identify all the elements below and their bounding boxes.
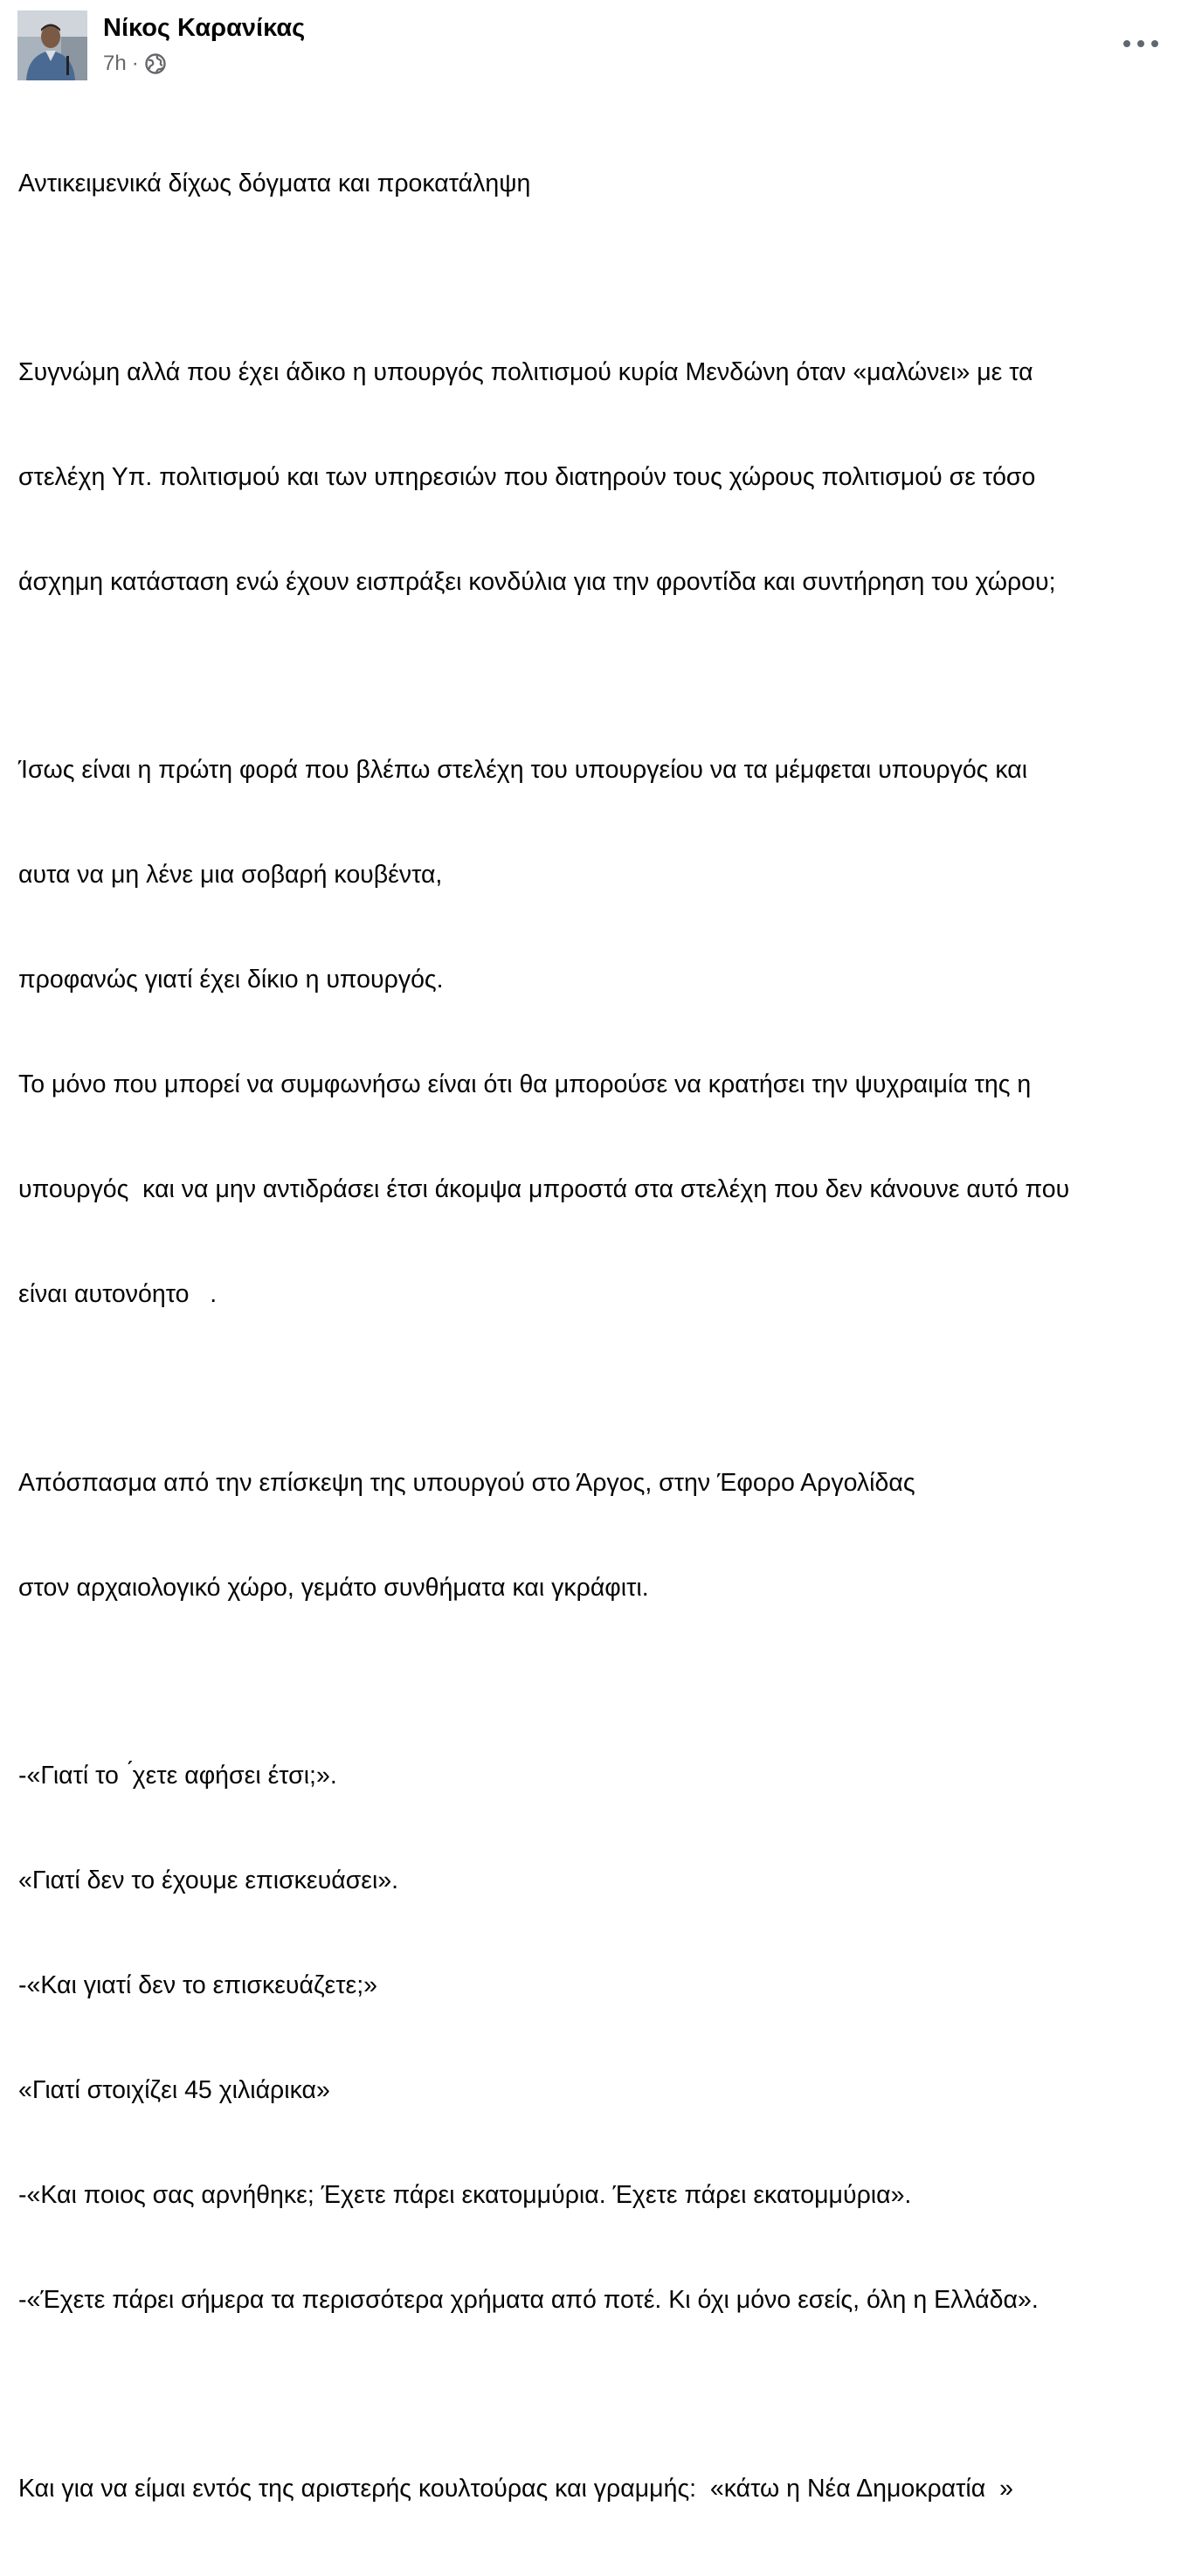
- post-text: [18, 96, 1176, 2576]
- post-line: προφανώς γιατί έχει δίκιο η υπουργός.: [18, 966, 444, 994]
- avatar[interactable]: [17, 10, 87, 80]
- post-paragraph: [18, 96, 1176, 271]
- post-line: στελέχη Υπ. πολιτισμού και των υπηρεσιών που διατηρούν τους χώρους πολιτισμού σε τόσο: [18, 462, 1036, 491]
- post-line: αυτα να μη λένε μια σοβαρή κουβέντα,: [18, 861, 443, 889]
- post-line: στον αρχαιολογικό χώρο, γεμάτο συνθήματα και γκράφιτι.: [18, 1573, 649, 1602]
- post-line: άσχημη κατάσταση ενώ έχουν εισπράξει κονδύλια για την φροντίδα και συντήρηση του χώρου;: [18, 567, 1056, 596]
- post-line: Το μόνο που μπορεί να συμφωνήσω είναι ότι θα μπορούσε να κρατήσει την ψυχραιμία της η: [18, 1070, 1032, 1098]
- globe-icon[interactable]: [144, 52, 167, 75]
- post-meta: [103, 52, 167, 76]
- post-paragraph: [18, 1395, 1176, 1675]
- more-options-dot: [1151, 40, 1158, 47]
- post-paragraph: [18, 1688, 1176, 2387]
- post-paragraph: [18, 285, 1176, 669]
- post-line: «Γιατί στοιχίζει 45 χιλιάρικα»: [18, 2076, 330, 2104]
- post-line: Αντικειμενικά δίχως δόγματα και προκατάληψη: [18, 170, 531, 197]
- post-line: -«Έχετε πάρει σήμερα τα περισσότερα χρήματα από ποτέ. Κι όχι μόνο εσείς, όλη η Ελλάδα».: [18, 2286, 1039, 2314]
- more-options-dot: [1123, 40, 1130, 47]
- post-line: είναι αυτονόητο .: [18, 1280, 218, 1308]
- post-paragraph: [18, 2401, 1176, 2576]
- post-header: [17, 10, 1171, 84]
- post-line: Και για να είμαι εντός της αριστερής κουλτούρας και γραμμής: «κάτω η Νέα Δημοκρατία »: [18, 2474, 1013, 2503]
- post-line: -«Γιατί το ́χετε αφήσει έτσι;».: [18, 1762, 337, 1790]
- post-line: Ίσως είναι η πρώτη φορά που βλέπω στελέχη του υπουργείου να τα μέμφεται υπουργός και: [18, 756, 1028, 784]
- meta-separator: ·: [131, 52, 139, 75]
- more-options-icon[interactable]: [1123, 33, 1158, 54]
- post-line: Συγνώμη αλλά που έχει άδικο η υπουργός πολιτισμού κυρία Μενδώνη όταν «μαλώνει» με τα: [18, 357, 1033, 386]
- post-line: Απόσπασμα από την επίσκεψη της υπουργού στο Άργος, στην Έφορο Αργολίδας: [18, 1468, 915, 1497]
- post-line: υπουργός και να μην αντιδράσει έτσι άκομψα μπροστά στα στελέχη που δεν κάνουνε αυτό που: [18, 1175, 1070, 1203]
- avatar-photo: [17, 10, 87, 80]
- post-paragraph: [18, 682, 1176, 1381]
- post-timestamp[interactable]: 7h: [103, 52, 127, 75]
- post-line: «Γιατί δεν το έχουμε επισκευάσει».: [18, 1866, 399, 1894]
- author-name[interactable]: Νίκος Καρανίκας: [103, 14, 306, 42]
- post-line: -«Και γιατί δεν το επισκευάζετε;»: [18, 1971, 377, 1999]
- post-line: -«Και ποιος σας αρνήθηκε; Έχετε πάρει εκατομμύρια. Έχετε πάρει εκατομμύρια».: [18, 2181, 912, 2209]
- more-options-dot: [1137, 40, 1144, 47]
